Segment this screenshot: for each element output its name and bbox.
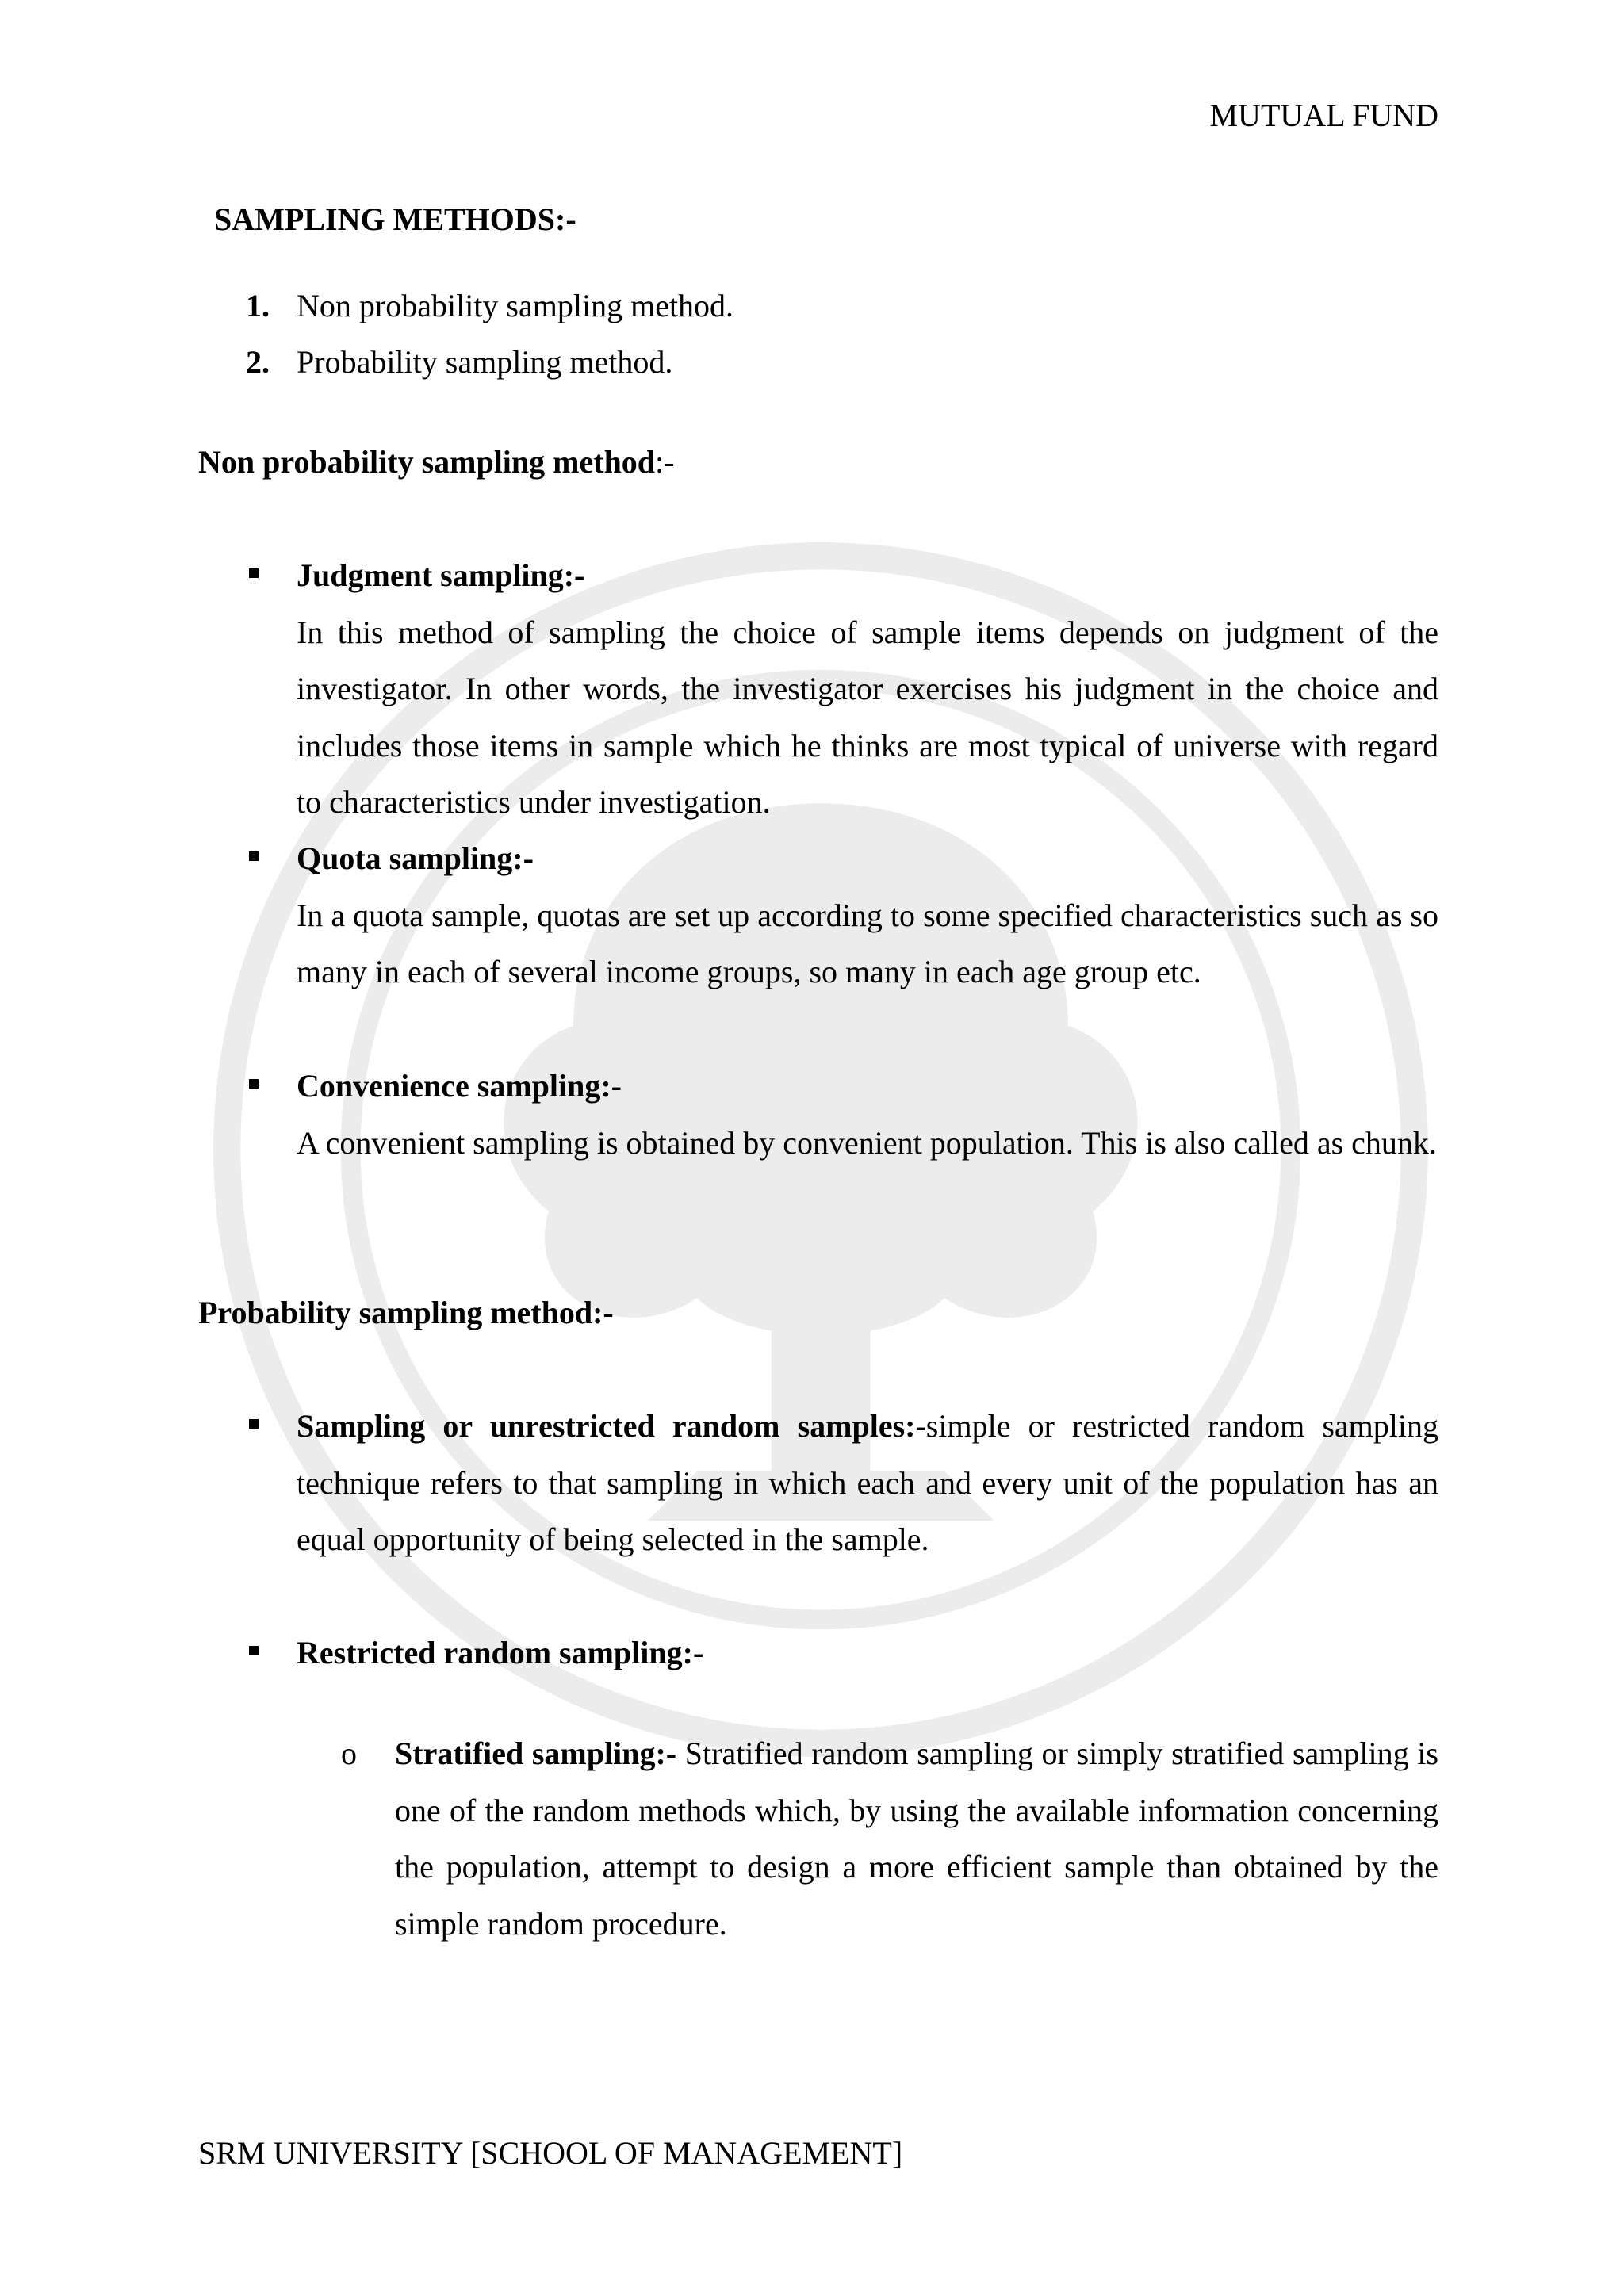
running-footer: SRM UNIVERSITY [SCHOOL OF MANAGEMENT] — [198, 2135, 903, 2171]
bullet-title: Convenience sampling:- — [297, 1068, 622, 1104]
bullet-convenience-sampling — [198, 1058, 1438, 1171]
bullet-judgment-sampling — [198, 547, 1438, 831]
section-title: SAMPLING METHODS:- — [214, 201, 576, 237]
square-bullet-icon — [249, 851, 259, 861]
running-header: MUTUAL FUND — [1209, 98, 1438, 133]
bullet-quota-sampling — [198, 830, 1438, 1001]
probability-heading: Probability sampling method:- — [198, 1295, 614, 1330]
bullet-body: A convenient sampling is obtained by convenient population. This is also called as chunk. — [297, 1124, 1437, 1161]
list-item — [246, 277, 733, 335]
bullet-unrestricted-random — [198, 1398, 1438, 1568]
square-bullet-icon — [249, 1419, 259, 1429]
non-probability-heading — [198, 434, 675, 491]
list-number: 1. — [246, 288, 270, 323]
bullet-body: In this method of sampling the choice of sample items depends on judgment of the investigator. In other words, the investigator exercises his judgment in the choice and includes those items in sample which he thinks are most typical of universe with regard to characteristics under investigation. — [297, 614, 1438, 820]
bullet-body: simple or restricted random sampling technique refers to that sampling in which each and every unit of the population has an equal opportunity of being selected in the sample. — [297, 1408, 1438, 1557]
bullet-title: Judgment sampling:- — [297, 557, 585, 593]
bullet-body: In a quota sample, quotas are set up according to some specified characteristics such as so many in each of several income groups, so many in each age group etc. — [297, 897, 1438, 989]
square-bullet-icon — [249, 1079, 259, 1089]
bullet-restricted-random — [198, 1624, 1438, 1682]
list-text: Probability sampling method. — [297, 344, 673, 380]
bullet-title: Sampling or unrestricted random samples:- — [297, 1408, 926, 1444]
bullet-title: Quota sampling:- — [297, 840, 534, 876]
list-item — [246, 334, 672, 391]
square-bullet-icon — [249, 568, 259, 578]
heading-text: Non probability sampling method — [198, 444, 656, 480]
circle-bullet-icon: o — [341, 1735, 357, 1771]
square-bullet-icon — [249, 1646, 259, 1655]
list-number: 2. — [246, 344, 270, 380]
sub-bullet-title: Stratified sampling:- — [395, 1735, 677, 1771]
sub-bullet-stratified-sampling — [341, 1725, 1438, 1952]
bullet-title: Restricted random sampling:- — [297, 1635, 704, 1670]
heading-suffix: :- — [655, 444, 675, 480]
sub-bullet-body: Stratified random sampling or simply stratified sampling is one of the random methods which, by using the available information concerning the population, attempt to design a more efficient sample than obtained by the simple random procedure. — [395, 1735, 1438, 1942]
list-text: Non probability sampling method. — [297, 288, 734, 323]
